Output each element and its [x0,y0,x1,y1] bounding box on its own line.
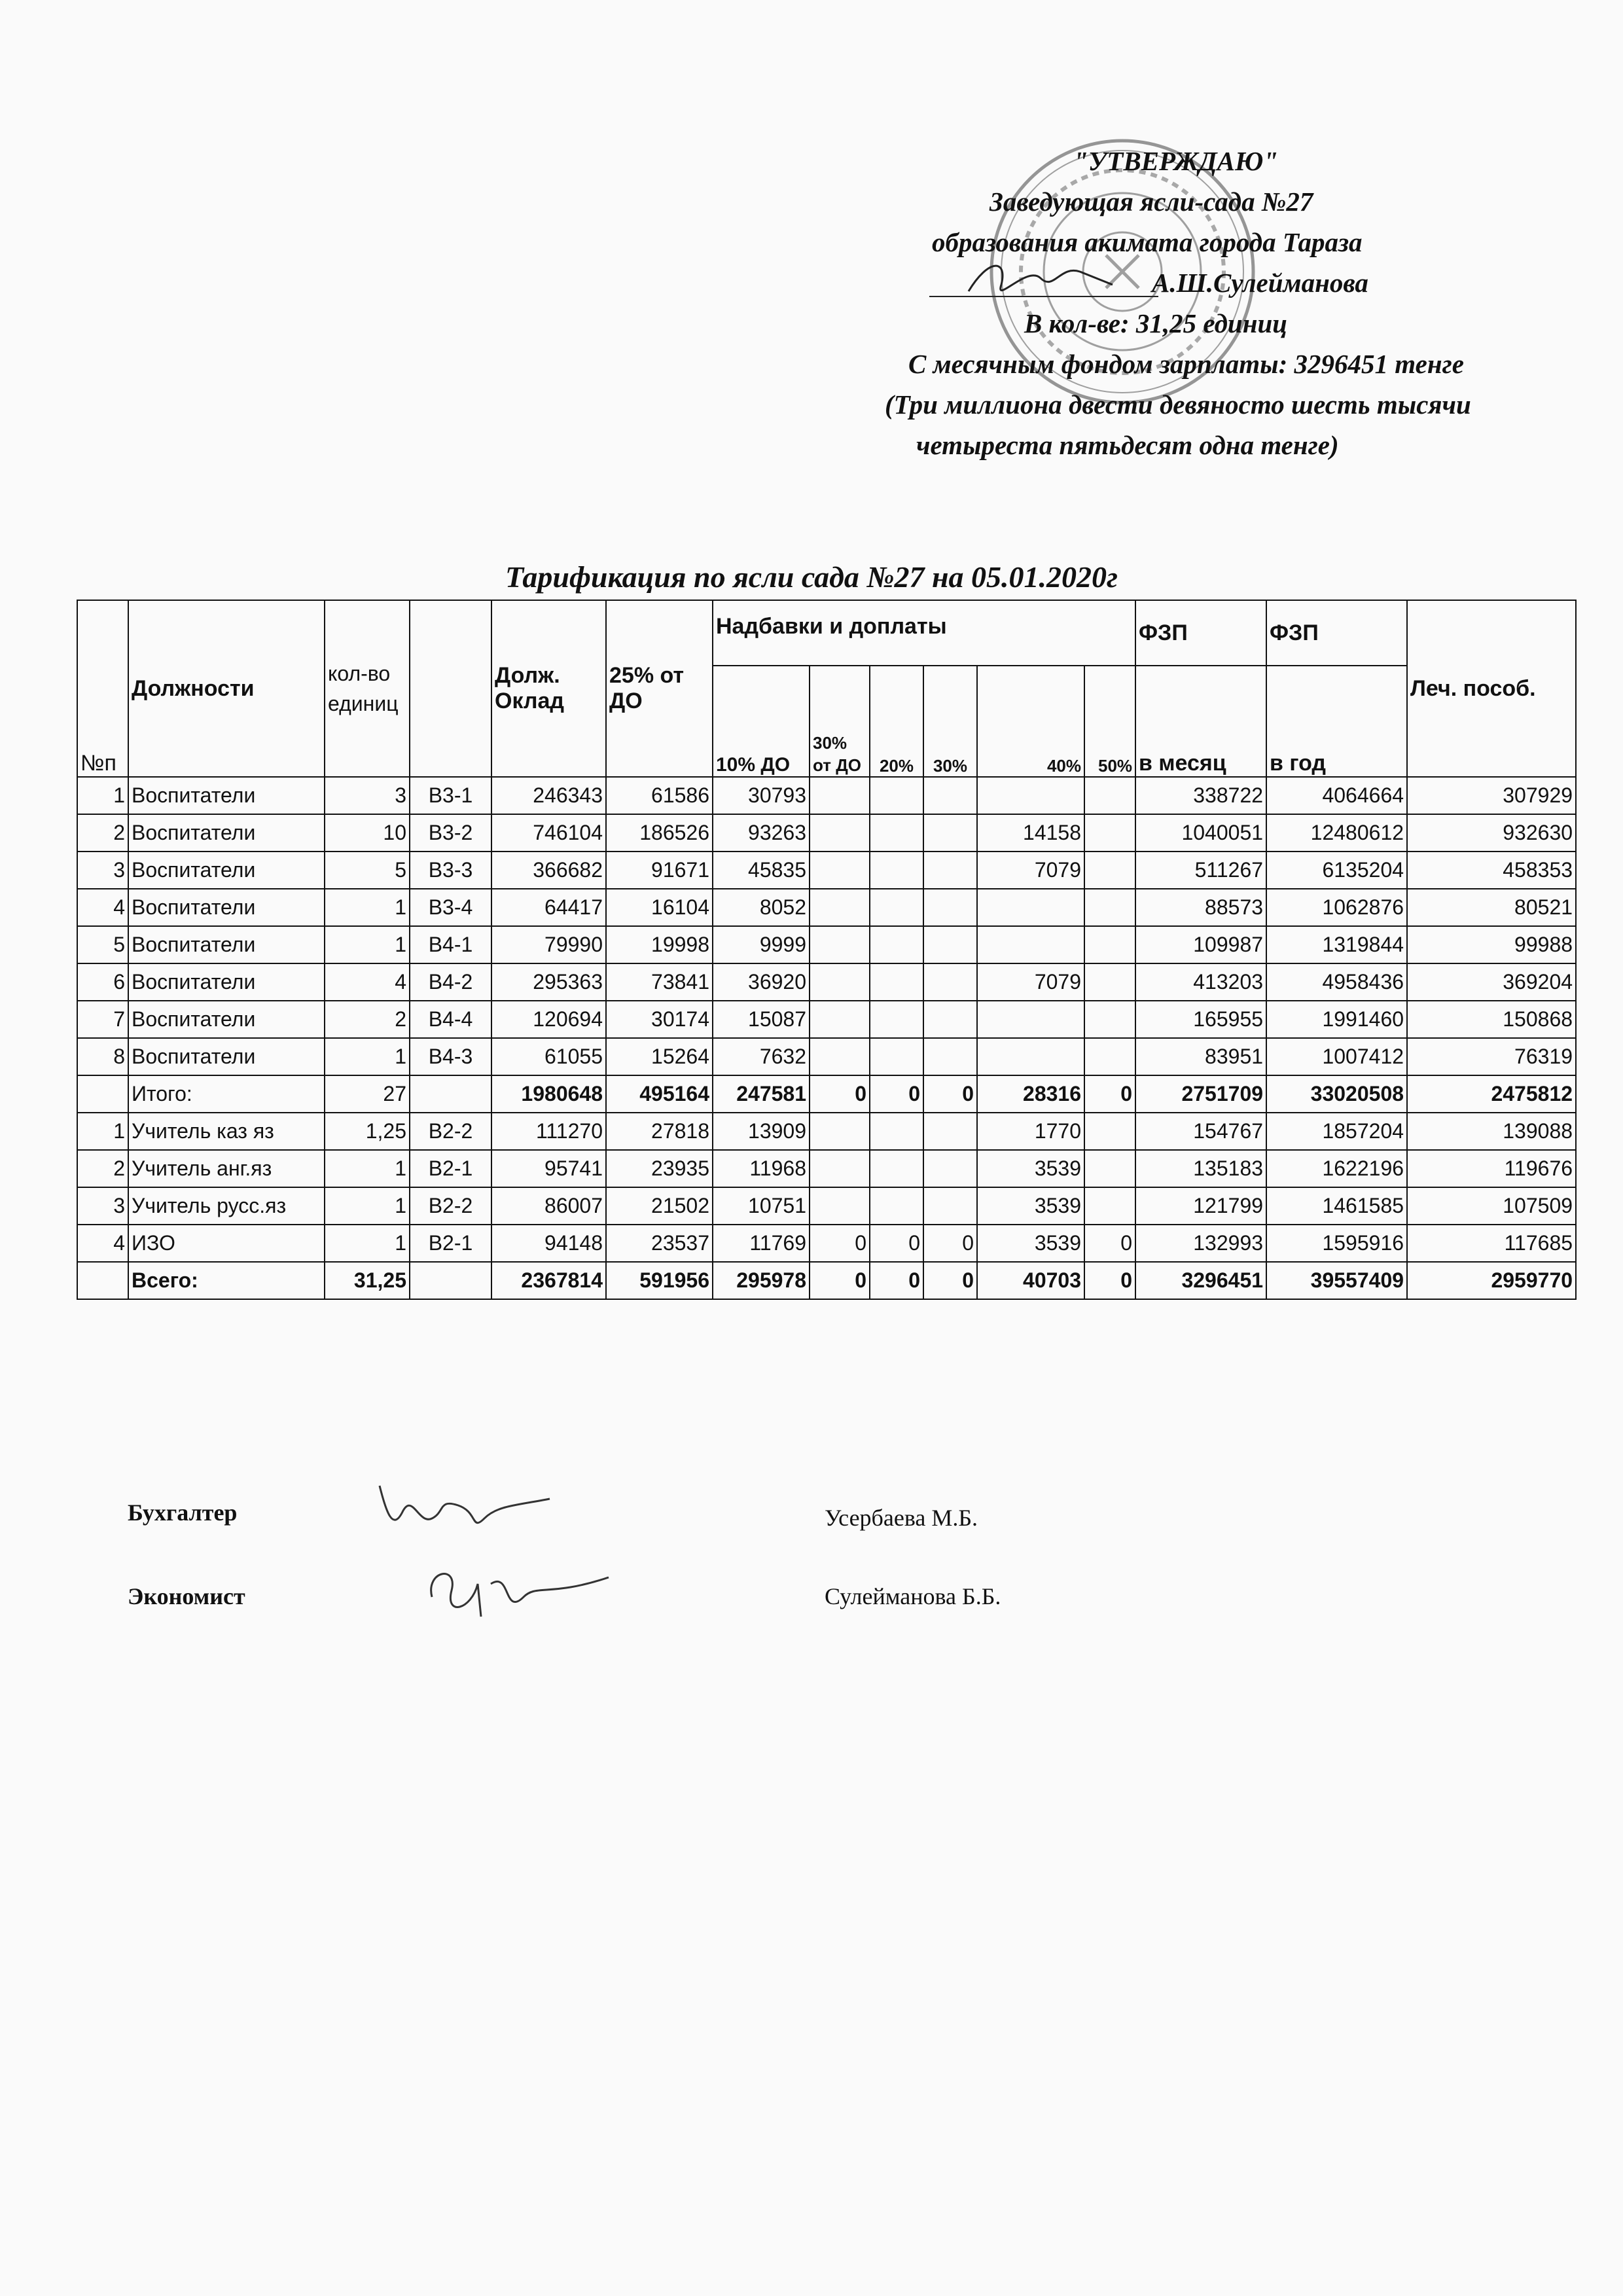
col-header-year: в год [1266,666,1407,777]
cell-p10: 8052 [713,889,810,926]
cell-p25: 61586 [606,777,713,814]
table-row [77,1001,1576,1038]
economist-signature [419,1558,615,1630]
table-row [77,777,1576,814]
cell-p50 [1084,1150,1135,1187]
cell-p20: 0 [870,1075,923,1113]
cell-n: 1 [77,777,128,814]
accountant-role: Бухгалтер [128,1499,238,1526]
cell-med: 139088 [1407,1113,1576,1150]
cell-units: 1 [325,1150,410,1187]
cell-p50 [1084,1038,1135,1075]
cell-p10: 45835 [713,852,810,889]
approval-head-title: Заведующая ясли-сада №27 [990,187,1313,217]
table-row [77,1187,1576,1225]
cell-month: 83951 [1135,1038,1266,1075]
cell-p40: 3539 [977,1187,1084,1225]
cell-p40 [977,926,1084,963]
cell-p10: 9999 [713,926,810,963]
cell-p50: 0 [1084,1262,1135,1299]
cell-units: 1 [325,926,410,963]
col-header-units: кол-во единиц [325,600,410,777]
document-title: Тарификация по ясли сада №27 на 05.01.2020г [505,560,1118,594]
economist-role: Экономист [128,1583,245,1609]
economist-name: Сулейманова Б.Б. [825,1583,1001,1609]
cell-units: 3 [325,777,410,814]
accountant-signature [366,1473,563,1551]
cell-year: 1319844 [1266,926,1407,963]
cell-p10: 30793 [713,777,810,814]
cell-med: 369204 [1407,963,1576,1001]
table-row [77,1225,1576,1262]
cell-cat: В2-2 [410,1187,491,1225]
cell-p50 [1084,926,1135,963]
cell-p30do [810,1113,870,1150]
approval-head-name: А.Ш.Сулейманова [1152,268,1368,298]
tariff-table [77,600,1577,1300]
cell-cat: В2-1 [410,1150,491,1187]
cell-p20 [870,1150,923,1187]
col-header-base-salary: Долж. Оклад [491,600,606,777]
col-header-category [410,600,491,777]
head-signature [929,252,1165,311]
cell-cat: В4-1 [410,926,491,963]
approval-amount-words-2: четыреста пятьдесят одна тенге) [916,430,1339,460]
cell-pos: Воспитатели [128,1001,325,1038]
cell-p30 [923,814,977,852]
col-header-30pct-do: 30% от ДО [810,666,870,777]
col-header-month: в месяц [1135,666,1266,777]
table-row [77,1113,1576,1150]
cell-p40: 28316 [977,1075,1084,1113]
cell-p10: 7632 [713,1038,810,1075]
cell-p40 [977,889,1084,926]
cell-pos: Воспитатели [128,1038,325,1075]
cell-n: 2 [77,1150,128,1187]
cell-p50 [1084,777,1135,814]
cell-cat: В2-2 [410,1113,491,1150]
table-row [77,852,1576,889]
cell-med: 117685 [1407,1225,1576,1262]
cell-p10: 15087 [713,1001,810,1038]
approval-amount-words-1: (Три миллиона двести девяносто шесть тысячи [885,389,1471,420]
cell-p30 [923,777,977,814]
cell-n: 7 [77,1001,128,1038]
cell-p30do [810,1150,870,1187]
cell-units: 1,25 [325,1113,410,1150]
cell-pos: Итого: [128,1075,325,1113]
cell-p20: 0 [870,1262,923,1299]
cell-cat: В3-4 [410,889,491,926]
cell-units: 1 [325,1187,410,1225]
cell-med: 458353 [1407,852,1576,889]
cell-p50 [1084,1113,1135,1150]
cell-p30do: 0 [810,1075,870,1113]
col-header-50pct: 50% [1084,666,1135,777]
cell-cat [410,1075,491,1113]
table-row [77,1038,1576,1075]
cell-p30 [923,1113,977,1150]
cell-p40: 1770 [977,1113,1084,1150]
cell-p25: 16104 [606,889,713,926]
col-header-num: №п [77,600,128,777]
cell-year: 39557409 [1266,1262,1407,1299]
cell-month: 135183 [1135,1150,1266,1187]
cell-med: 76319 [1407,1038,1576,1075]
cell-year: 1857204 [1266,1113,1407,1150]
cell-n: 1 [77,1113,128,1150]
cell-pos: Воспитатели [128,852,325,889]
cell-p40: 40703 [977,1262,1084,1299]
col-header-40pct: 40% [977,666,1084,777]
approval-title: "УТВЕРЖДАЮ" [1073,146,1279,176]
cell-med: 307929 [1407,777,1576,814]
cell-pos: Всего: [128,1262,325,1299]
table-row [77,889,1576,926]
cell-pos: Учитель каз яз [128,1113,325,1150]
cell-p20 [870,1187,923,1225]
tariff-table-body [77,777,1576,1299]
cell-p25: 186526 [606,814,713,852]
cell-month: 121799 [1135,1187,1266,1225]
cell-units: 27 [325,1075,410,1113]
cell-p20: 0 [870,1225,923,1262]
table-row [77,814,1576,852]
cell-year: 1461585 [1266,1187,1407,1225]
cell-month: 1040051 [1135,814,1266,852]
cell-p20 [870,1038,923,1075]
cell-n [77,1075,128,1113]
cell-p40: 7079 [977,852,1084,889]
cell-p30 [923,889,977,926]
cell-base: 1980648 [491,1075,606,1113]
table-subtotal-row [77,1075,1576,1113]
cell-p50 [1084,1001,1135,1038]
cell-base: 94148 [491,1225,606,1262]
cell-units: 1 [325,1038,410,1075]
cell-year: 1062876 [1266,889,1407,926]
cell-med: 80521 [1407,889,1576,926]
cell-p25: 73841 [606,963,713,1001]
cell-month: 154767 [1135,1113,1266,1150]
cell-base: 64417 [491,889,606,926]
cell-p30 [923,1038,977,1075]
cell-p20 [870,963,923,1001]
cell-units: 4 [325,963,410,1001]
cell-year: 4958436 [1266,963,1407,1001]
cell-month: 413203 [1135,963,1266,1001]
col-header-30pct: 30% [923,666,977,777]
cell-p50: 0 [1084,1225,1135,1262]
cell-p30 [923,963,977,1001]
col-header-allowances-group: Надбавки и доплаты [713,600,1135,666]
cell-p40 [977,1038,1084,1075]
cell-year: 33020508 [1266,1075,1407,1113]
cell-month: 165955 [1135,1001,1266,1038]
cell-med: 107509 [1407,1187,1576,1225]
cell-year: 1991460 [1266,1001,1407,1038]
cell-units: 5 [325,852,410,889]
approval-organization: образования акимата города Тараза [932,227,1363,257]
cell-p50 [1084,963,1135,1001]
cell-month: 109987 [1135,926,1266,963]
cell-n [77,1262,128,1299]
cell-med: 119676 [1407,1150,1576,1187]
cell-p50 [1084,814,1135,852]
cell-p20 [870,852,923,889]
cell-p10: 295978 [713,1262,810,1299]
cell-p50: 0 [1084,1075,1135,1113]
cell-med: 99988 [1407,926,1576,963]
cell-p30 [923,852,977,889]
cell-med: 2959770 [1407,1262,1576,1299]
cell-year: 1007412 [1266,1038,1407,1075]
cell-p25: 19998 [606,926,713,963]
cell-p20 [870,926,923,963]
cell-year: 12480612 [1266,814,1407,852]
cell-cat: В4-2 [410,963,491,1001]
cell-year: 6135204 [1266,852,1407,889]
cell-base: 120694 [491,1001,606,1038]
cell-p10: 13909 [713,1113,810,1150]
cell-p50 [1084,852,1135,889]
cell-pos: Воспитатели [128,889,325,926]
cell-p30: 0 [923,1225,977,1262]
col-header-20pct: 20% [870,666,923,777]
cell-p25: 591956 [606,1262,713,1299]
col-header-fzp-year: ФЗП [1266,600,1407,666]
cell-n: 3 [77,852,128,889]
cell-cat: В3-2 [410,814,491,852]
cell-cat [410,1262,491,1299]
cell-p30do [810,1187,870,1225]
cell-cat: В3-1 [410,777,491,814]
cell-n: 4 [77,1225,128,1262]
cell-cat: В4-3 [410,1038,491,1075]
cell-med: 932630 [1407,814,1576,852]
cell-p40: 14158 [977,814,1084,852]
table-total-row [77,1262,1576,1299]
cell-p30 [923,1187,977,1225]
cell-year: 1622196 [1266,1150,1407,1187]
cell-p30do: 0 [810,1225,870,1262]
table-row [77,1150,1576,1187]
cell-base: 295363 [491,963,606,1001]
cell-p40: 3539 [977,1150,1084,1187]
cell-base: 746104 [491,814,606,852]
cell-med: 150868 [1407,1001,1576,1038]
cell-n: 6 [77,963,128,1001]
cell-p20 [870,777,923,814]
cell-p10: 11968 [713,1150,810,1187]
cell-units: 31,25 [325,1262,410,1299]
cell-p30: 0 [923,1262,977,1299]
cell-p10: 36920 [713,963,810,1001]
col-header-fzp-month: ФЗП [1135,600,1266,666]
cell-base: 86007 [491,1187,606,1225]
col-header-25pct: 25% от ДО [606,600,713,777]
cell-p30do [810,889,870,926]
cell-p10: 93263 [713,814,810,852]
accountant-name: Усербаева М.Б. [825,1505,978,1531]
cell-p50 [1084,889,1135,926]
table-row [77,926,1576,963]
cell-month: 511267 [1135,852,1266,889]
table-row [77,963,1576,1001]
cell-n: 5 [77,926,128,963]
cell-units: 10 [325,814,410,852]
cell-p10: 247581 [713,1075,810,1113]
cell-base: 61055 [491,1038,606,1075]
cell-pos: Учитель русс.яз [128,1187,325,1225]
cell-pos: Воспитатели [128,963,325,1001]
cell-year: 4064664 [1266,777,1407,814]
cell-n: 4 [77,889,128,926]
cell-year: 1595916 [1266,1225,1407,1262]
cell-pos: Воспитатели [128,814,325,852]
cell-p40 [977,1001,1084,1038]
cell-n: 2 [77,814,128,852]
cell-p30do [810,963,870,1001]
cell-month: 2751709 [1135,1075,1266,1113]
approval-monthly-fund: С месячным фондом зарплаты: 3296451 тенге [908,349,1464,379]
cell-p10: 11769 [713,1225,810,1262]
cell-pos: ИЗО [128,1225,325,1262]
cell-p20 [870,889,923,926]
cell-cat: В3-3 [410,852,491,889]
cell-p30 [923,926,977,963]
cell-base: 2367814 [491,1262,606,1299]
cell-p40: 3539 [977,1225,1084,1262]
cell-cat: В2-1 [410,1225,491,1262]
cell-p25: 15264 [606,1038,713,1075]
cell-pos: Воспитатели [128,926,325,963]
cell-units: 2 [325,1001,410,1038]
cell-month: 88573 [1135,889,1266,926]
cell-base: 366682 [491,852,606,889]
cell-cat: В4-4 [410,1001,491,1038]
cell-p30do [810,777,870,814]
cell-p25: 27818 [606,1113,713,1150]
approval-units: В кол-ве: 31,25 единиц [1024,308,1288,338]
cell-base: 246343 [491,777,606,814]
cell-p10: 10751 [713,1187,810,1225]
cell-base: 79990 [491,926,606,963]
cell-p30do [810,852,870,889]
cell-p25: 23537 [606,1225,713,1262]
cell-pos: Учитель анг.яз [128,1150,325,1187]
cell-p20 [870,814,923,852]
cell-n: 3 [77,1187,128,1225]
cell-p40 [977,777,1084,814]
cell-med: 2475812 [1407,1075,1576,1113]
cell-p30do: 0 [810,1262,870,1299]
cell-pos: Воспитатели [128,777,325,814]
cell-p25: 91671 [606,852,713,889]
cell-p20 [870,1001,923,1038]
cell-p50 [1084,1187,1135,1225]
cell-p20 [870,1113,923,1150]
cell-units: 1 [325,1225,410,1262]
cell-p40: 7079 [977,963,1084,1001]
cell-p25: 21502 [606,1187,713,1225]
col-header-medical: Леч. пособ. [1407,600,1576,777]
cell-p30 [923,1150,977,1187]
cell-p30: 0 [923,1075,977,1113]
cell-month: 3296451 [1135,1262,1266,1299]
cell-base: 111270 [491,1113,606,1150]
cell-units: 1 [325,889,410,926]
col-header-position: Должности [128,600,325,777]
cell-p30do [810,1001,870,1038]
cell-n: 8 [77,1038,128,1075]
cell-p30do [810,1038,870,1075]
cell-base: 95741 [491,1150,606,1187]
cell-p25: 23935 [606,1150,713,1187]
cell-month: 338722 [1135,777,1266,814]
cell-p30do [810,926,870,963]
col-header-10pct: 10% ДО [713,666,810,777]
cell-month: 132993 [1135,1225,1266,1262]
cell-p30 [923,1001,977,1038]
cell-p25: 30174 [606,1001,713,1038]
cell-p30do [810,814,870,852]
cell-p25: 495164 [606,1075,713,1113]
